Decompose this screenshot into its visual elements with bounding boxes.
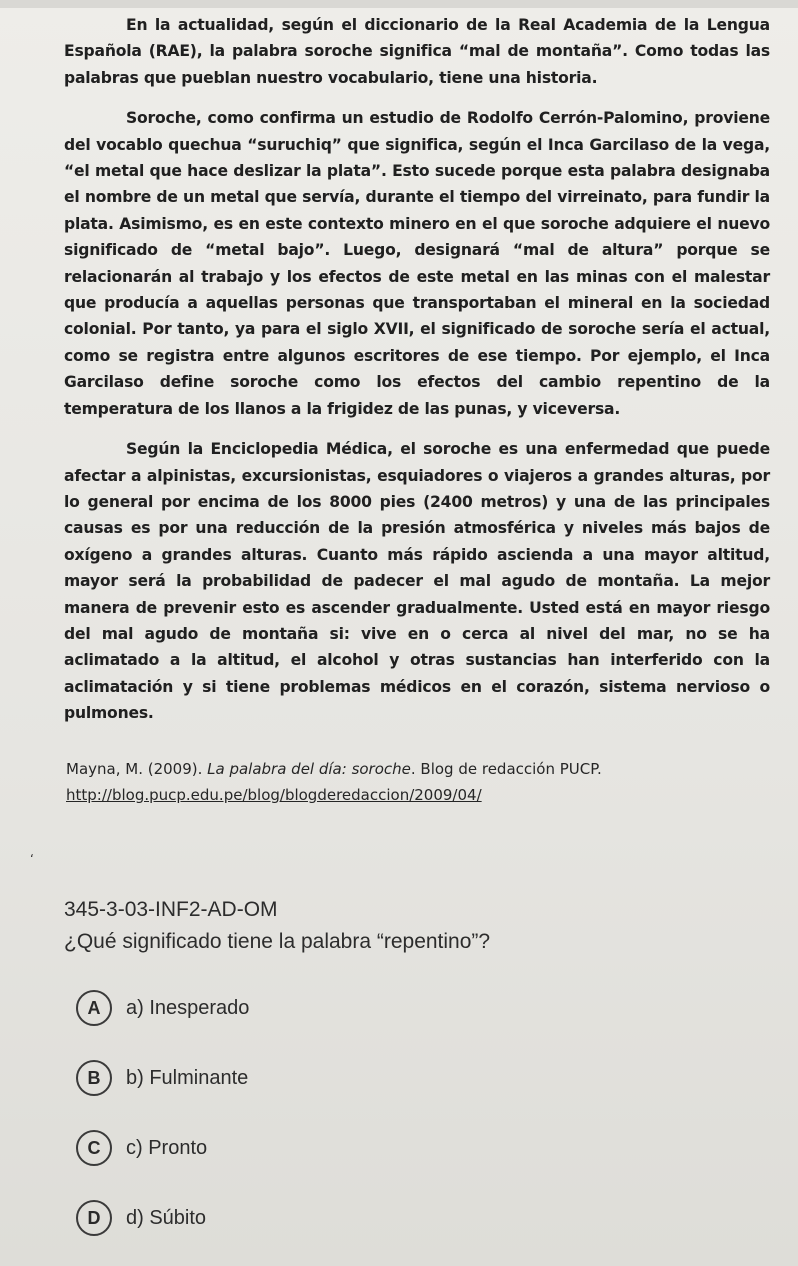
- option-b-label: b) Fulminante: [126, 1066, 249, 1089]
- option-c-label: c) Pronto: [126, 1136, 208, 1159]
- stray-mark: ‘: [30, 852, 34, 866]
- citation-reference: [66, 756, 766, 782]
- passage-paragraph-3: Según la Enciclopedia Médica, el soroche es una enfermedad que puede afectar a alpinistas, excursionistas, esquiadores o viajeros a grandes alturas, por lo general por encima de los 8000 pies (2400 metros) y una de las principales causas es por una reducción de la presión atmosférica y niveles más bajos de oxígeno a grandes alturas. Cuanto más rápido ascienda a una mayor altitud, mayor será la probabilidad de padecer el mal agudo de montaña. La mejor manera de prevenir esto es ascender gradualmente. Usted está en mayor riesgo del mal agudo de montaña si: vive en o cerca al nivel del mar, no se ha aclimatado a la altitud, el alcohol y otras sustancias han interferido con la aclimatación y si tiene problemas médicos en el corazón, sistema nervioso o pulmones.: [64, 440, 770, 723]
- option-c[interactable]: [76, 1126, 249, 1170]
- passage-paragraph-1: En la actualidad, según el diccionario de la Real Academia de la Lengua Española (RAE), la palabra soroche significa “mal de montaña”. Como todas las palabras que pueblan nuestro vocabulario, tiene una historia.: [64, 16, 770, 87]
- option-a-label: a) Inesperado: [126, 996, 250, 1019]
- citation: [66, 756, 766, 808]
- option-a-badge[interactable]: A: [76, 990, 112, 1026]
- option-d-label: d) Súbito: [126, 1206, 207, 1229]
- citation-link[interactable]: http://blog.pucp.edu.pe/blog/blogderedaccion/2009/04/: [66, 786, 482, 804]
- option-a[interactable]: [76, 986, 249, 1030]
- top-edge: [0, 0, 798, 8]
- option-d-badge[interactable]: D: [76, 1200, 112, 1236]
- citation-title: La palabra del día: soroche: [207, 760, 411, 778]
- answer-options: [76, 986, 249, 1266]
- option-b-badge[interactable]: B: [76, 1060, 112, 1096]
- option-d[interactable]: [76, 1196, 249, 1240]
- option-c-badge[interactable]: C: [76, 1130, 112, 1166]
- reading-passage: [64, 12, 770, 741]
- citation-source: . Blog de redacción PUCP.: [410, 760, 602, 778]
- question-code: 345-3-03-INF2-AD-OM: [64, 898, 278, 921]
- option-b[interactable]: [76, 1056, 249, 1100]
- question-text: ¿Qué significado tiene la palabra “repentino”?: [64, 930, 491, 953]
- citation-authors: Mayna, M. (2009).: [66, 760, 208, 778]
- passage-paragraph-2: Soroche, como confirma un estudio de Rodolfo Cerrón-Palomino, proviene del vocablo quechua “suruchiq” que significa, según el Inca Garcilaso de la vega, “el metal que hace deslizar la plata”. Esto sucede porque esta palabra designaba el nombre de un metal que servía, durante el tiempo del virreinato, para fundir la plata. Asimismo, es en este contexto minero en el que soroche adquiere el nuevo significado de “metal bajo”. Luego, designará “mal de altura” porque se relacionarán al trabajo y los efectos de este metal en las minas con el malestar que producía a aquellas personas que transportaban el mineral en la sociedad colonial. Por tanto, ya para el siglo XVII, el significado de soroche sería el actual, como se registra entre algunos escritores de ese tiempo. Por ejemplo, el Inca Garcilaso define soroche como los efectos del cambio repentino de la temperatura de los llanos a la frigidez de las punas, y viceversa.: [64, 109, 770, 418]
